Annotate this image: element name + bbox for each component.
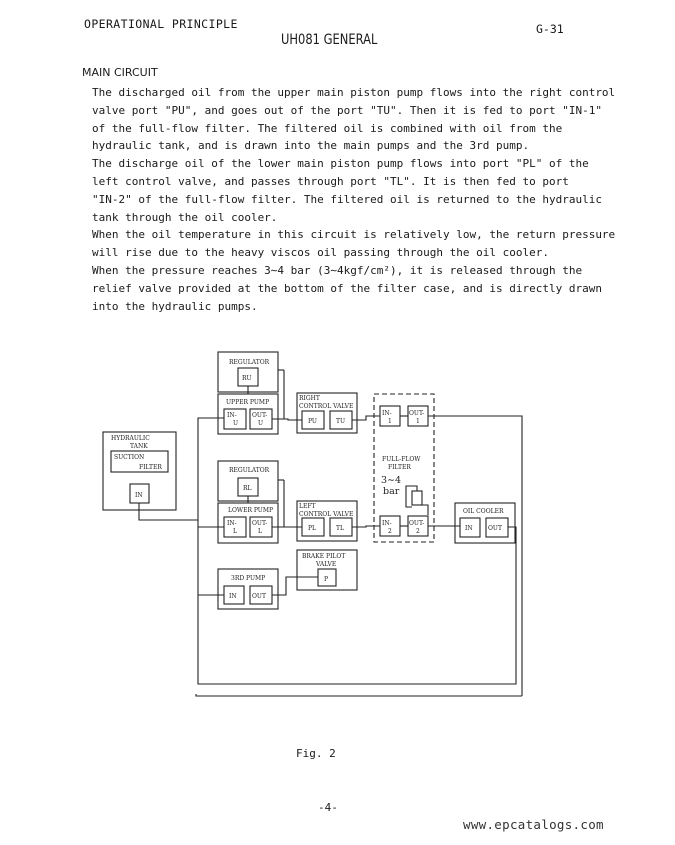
page-code: G-31 (536, 22, 564, 36)
brake-pilot-valve-block (297, 550, 357, 590)
hydraulic-tank-label-2: TANK (130, 443, 148, 450)
body-line: valve port "PU", and goes out of the port "TU". Then it is fed to port "IN-1" (92, 103, 602, 117)
body-line: of the full-flow filter. The filtered oil is combined with oil from the (92, 121, 563, 135)
left-control-valve-block (297, 501, 357, 541)
body-line: hydraulic tank, and is drawn into the main pumps and the 3rd pump. (92, 139, 530, 153)
regulator-lower-label: REGULATOR (229, 467, 270, 474)
brake-pilot-label-2: VALVE (316, 561, 337, 568)
out-l-label: OUT- (252, 520, 268, 527)
full-flow-filter-block (374, 394, 434, 542)
body-line: The discharged oil from the upper main piston pump flows into the right control (92, 86, 616, 99)
upper-pump-label: UPPER PUMP (226, 399, 270, 406)
regulator-upper-label: REGULATOR (229, 359, 270, 366)
right-control-valve-block (297, 393, 357, 433)
tank-in-label: IN (135, 492, 143, 499)
body-line: tank through the oil cooler. (92, 210, 278, 224)
body-line: will rise due to the heavy viscos oil passing through the oil cooler. (92, 246, 549, 260)
tl-label: TL (336, 525, 344, 532)
page-number: -4- (318, 801, 338, 814)
document-title: UH081 GENERAL (281, 32, 378, 48)
tp-out-label: OUT (252, 593, 266, 600)
watermark-url[interactable]: www.epcatalogs.com (463, 817, 604, 832)
ff-label: FULL-FLOW (382, 456, 421, 463)
ff-out2-label: OUT- (409, 520, 425, 527)
third-pump-label: 3RD PUMP (231, 575, 266, 582)
oil-cooler-label: OIL COOLER (463, 508, 504, 515)
ff-in2-label: IN- (382, 520, 392, 527)
body-line: left control valve, and passes through port "TL". It is then fed to port (92, 174, 569, 188)
right-cv-label-2: CONTROL VALVE (299, 403, 354, 410)
oc-out-label: OUT (488, 525, 502, 532)
section-heading: MAIN CIRCUIT (82, 66, 158, 79)
body-line: "IN-2" of the full-flow filter. The filtered oil is returned to the hydraulic (92, 192, 602, 206)
pu-label: PU (308, 418, 317, 425)
left-cv-label: LEFT (299, 503, 316, 510)
relief-pressure-value: 3∼4 (381, 475, 402, 486)
body-line: into the hydraulic pumps. (92, 299, 258, 313)
out-l-sub: L (258, 528, 262, 535)
left-cv-label-2: CONTROL VALVE (299, 511, 354, 518)
pl-label: PL (308, 525, 317, 532)
lower-pump-label: LOWER PUMP (228, 507, 274, 514)
ff-in1-sub: 1 (388, 418, 392, 425)
ff-label-2: FILTER (388, 464, 411, 471)
body-line: relief valve provided at the bottom of the filter case, and is directly drawn (92, 281, 602, 295)
in-u-label: IN- (227, 412, 237, 419)
in-l-label: IN- (227, 520, 237, 527)
tu-label: TU (336, 418, 346, 425)
body-line: The discharge oil of the lower main piston pump flows into port "PL" of the (92, 157, 589, 171)
regulator-lower-block (218, 461, 278, 501)
upper-pump-block (218, 394, 278, 434)
relief-valve-icon (412, 491, 422, 505)
ff-out1-label: OUT- (409, 410, 425, 417)
ru-label: RU (242, 375, 252, 382)
in-u-sub: U (233, 420, 239, 427)
in-l-sub: L (233, 528, 237, 535)
suction-filter-label: SUCTION (114, 454, 145, 461)
third-pump-block (218, 569, 278, 609)
relief-pressure-unit: bar (383, 486, 400, 497)
oc-in-label: IN (465, 525, 473, 532)
hydraulic-tank-block (103, 432, 176, 510)
body-line: When the oil temperature in this circuit is relatively low, the return pressure (92, 228, 616, 242)
body-line: When the pressure reaches 3∼4 bar (3∼4kgf/cm²), it is released through the (92, 263, 583, 277)
ff-out1-sub: 1 (416, 418, 420, 425)
right-cv-label: RIGHT (299, 395, 320, 402)
lower-pump-block (218, 503, 278, 543)
ff-in1-label: IN- (382, 410, 392, 417)
out-u-sub: U (258, 420, 264, 427)
header-section-title: OPERATIONAL PRINCIPLE (84, 17, 238, 31)
hydraulic-tank-label: HYDRAULIC (111, 435, 150, 442)
oil-cooler-block (455, 503, 515, 543)
rl-label: RL (243, 485, 252, 492)
tp-in-label: IN (229, 593, 237, 600)
suction-filter-label-2: FILTER (139, 464, 162, 471)
ff-out2-sub: 2 (416, 528, 420, 535)
brake-pilot-label: BRAKE PILOT (302, 553, 346, 560)
ff-in2-sub: 2 (388, 528, 392, 535)
figure-caption: Fig. 2 (296, 747, 336, 760)
out-u-label: OUT- (252, 412, 268, 419)
p-label: P (324, 576, 329, 583)
